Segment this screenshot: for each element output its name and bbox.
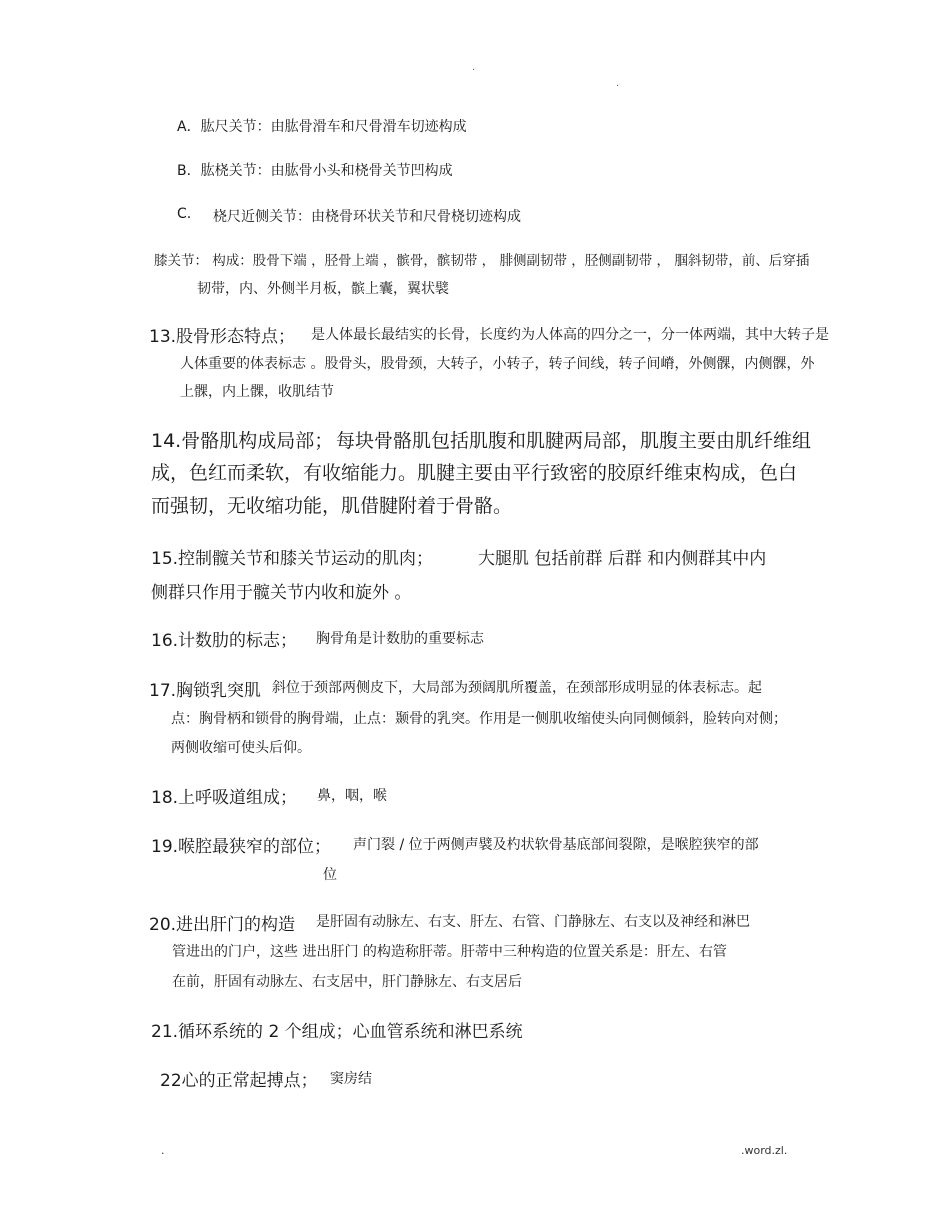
q14-line-3: 而强韧，无收缩功能，肌借腱附着于骨骼。 [151,495,513,517]
item-b: B．肱桡关节：由肱骨小头和桡骨关节凹构成 [177,163,453,179]
q20-line-2: 管进出的门户，这些 进出肝门 的构造称肝蒂。肝蒂中三种构造的位置关系是：肝左、右管 [172,944,727,960]
q13-line-2: 人体重要的体表标志 。股骨头，股骨颈，大转子，小转子，转子间线，转子间嵴，外侧髁，内侧髁，外 [180,356,815,372]
q19-line-2: 位 [323,867,337,883]
q18-title: 18.上呼吸道组成； [151,788,298,808]
q15-line-1: 大腿肌 包括前群 后群 和内侧群其中内 [478,549,767,569]
item-c-label: C. [177,206,192,222]
q20-line-3: 在前，肝固有动脉左、右支居中，肝门静脉左、右支居后 [172,974,522,990]
header-dot-left: . [472,62,476,73]
q22-text: 窦房结 [330,1071,372,1087]
q17-title: 17.胸锁乳突肌 [149,681,262,701]
q17-line-1: 斜位于颈部两侧皮下，大局部为颈阔肌所覆盖，在颈部形成明显的体表标志。起 [272,680,762,696]
q20-title: 20.进出肝门的构造 [149,915,296,935]
q19-line-1: 声门裂 / 位于两侧声襞及杓状软骨基底部间裂隙，是喉腔狭窄的部 [353,837,759,853]
q15-line-2: 侧群只作用于髋关节内收和旋外 。 [151,583,412,603]
q14-line-2: 成，色红而柔软，有收缩能力。肌腱主要由平行致密的胶原纤维束构成，色白 [151,462,798,484]
item-a: A．肱尺关节：由肱骨滑车和尺骨滑车切迹构成 [177,119,467,135]
footer-source: .word.zl. [741,1144,788,1157]
q22-title: 22心的正常起搏点； [160,1071,318,1091]
q17-line-3: 两侧收缩可使头后仰。 [171,740,311,756]
q17-line-2: 点：胸骨柄和锁骨的胸骨端，止点：颞骨的乳突。作用是一侧肌收缩使头向同侧倾斜，脸转向对侧； [171,711,787,727]
q14-line-1: 每块骨骼肌包括肌腹和肌腱两局部，肌腹主要由肌纤维组 [336,430,812,452]
header-dot-right: . [616,78,620,89]
item-c-text: 桡尺近侧关节：由桡骨环状关节和尺骨桡切迹构成 [213,209,521,225]
q15-title: 15.控制髋关节和膝关节运动的肌肉； [151,549,434,569]
q16-text: 胸骨角是计数肋的重要标志 [316,631,484,647]
q13-line-1: 是人体最长最结实的长骨，长度约为人体高的四分之一，分一体两端，其中大转子是 [311,327,829,343]
q20-line-1: 是肝固有动脉左、右支、肝左、右管、门静脉左、右支以及神经和淋巴 [316,914,750,930]
q16-title: 16.计数肋的标志； [151,631,298,651]
footer-dot: . [161,1144,165,1157]
q19-title: 19.喉腔最狭窄的部位； [151,837,332,857]
knee-line-2: 韧带，内、外侧半月板，髌上囊，翼状襞 [197,281,449,297]
knee-line-1: 膝关节： 构成：股骨下端 ，胫骨上端 ，髌骨，髌韧带 ， 腓侧副韧带 ，胫侧副韧带 ， 腘斜韧带，前、后穿插 [154,253,810,269]
q14-title: 14.骨骼肌构成局部； [151,430,334,452]
q13-line-3: 上髁，内上髁，收肌结节 [180,384,334,400]
q18-text: 鼻，咽，喉 [317,788,387,804]
q21-text: 21.循环系统的 2 个组成；心血管系统和淋巴系统 [151,1022,523,1042]
q13-title: 13.股骨形态特点； [149,327,296,347]
